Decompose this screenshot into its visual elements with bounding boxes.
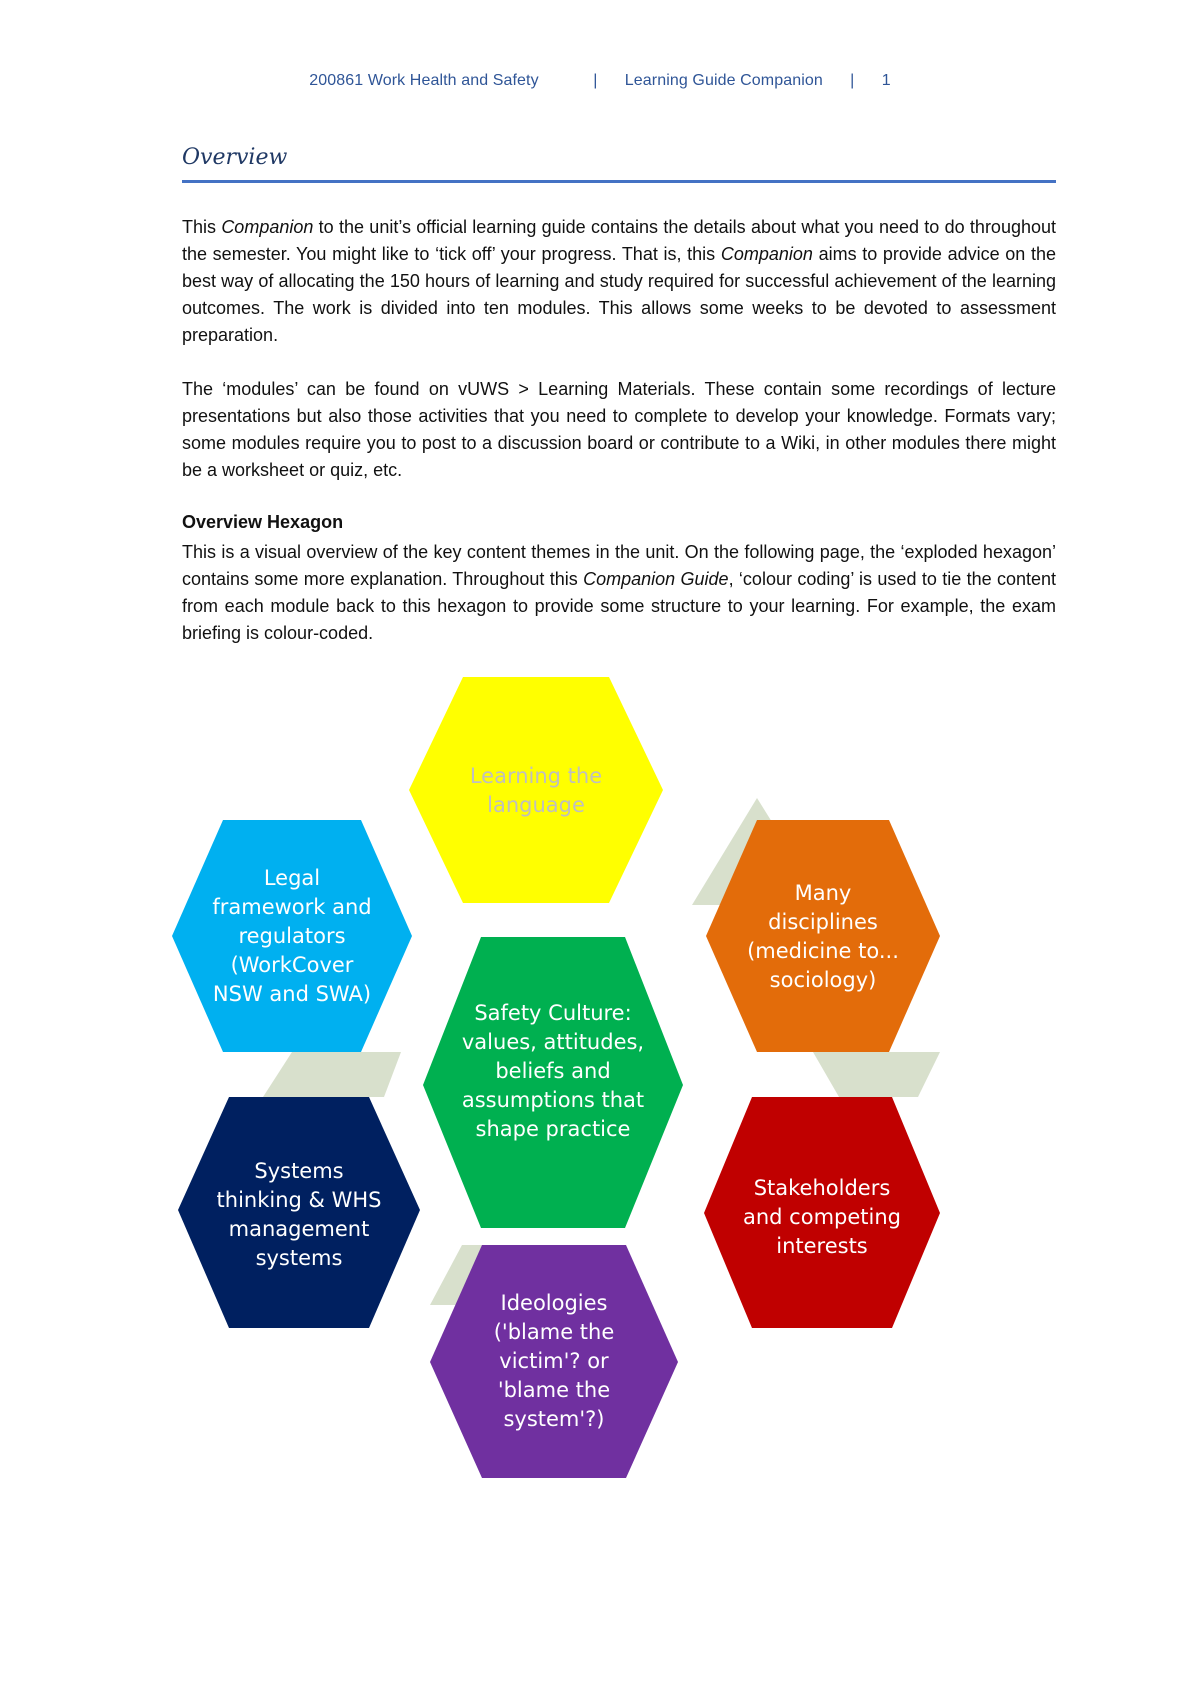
hexagon-label-line: victim'? or: [499, 1349, 609, 1373]
hexagon-systems-thinking: [178, 1097, 420, 1328]
hexagon-label-line: thinking & WHS: [216, 1188, 382, 1212]
hexagon-label-line: beliefs and: [495, 1059, 611, 1083]
hexagon-label-line: shape practice: [475, 1117, 631, 1141]
hexagon-label-line: 'blame the: [497, 1378, 611, 1402]
hexagon-label-line: regulators: [238, 924, 346, 948]
hexagon-label-line: NSW and SWA): [212, 982, 372, 1006]
hexagon-label-line: and competing: [743, 1205, 901, 1229]
course-name: 200861 Work Health and Safety: [309, 72, 539, 89]
guide-name: Learning Guide Companion: [624, 72, 823, 89]
hexagon-label-line: language: [487, 793, 585, 817]
hexagon-label-line: Learning the: [469, 764, 603, 788]
header-separator: |: [593, 72, 598, 89]
hexagon-label-line: Systems: [254, 1159, 344, 1183]
hexagon-label-line: assumptions that: [461, 1088, 645, 1112]
hexagon-label-line: Ideologies: [500, 1291, 608, 1315]
connector-left: [263, 1052, 401, 1097]
section-heading: Overview Hexagon: [182, 512, 344, 532]
connector-right: [813, 1052, 940, 1097]
hexagon-label-line: (medicine to...: [747, 939, 899, 963]
hexagon-label-line: management: [228, 1217, 370, 1241]
hexagon-label-line: sociology): [769, 968, 877, 992]
modules-paragraph: The ‘modules’ can be found on vUWS > Learning Materials. These contain some recordings of lecture presentations but also those activities that you need to complete to develop your knowledge. Formats vary; some modules require you to post to a discussion board or contribute to a Wiki, in other modules there might be a worksheet or quiz, etc.: [182, 379, 1056, 480]
intro-paragraph: This Companion to the unit’s official learning guide contains the details about what you need to do throughout the semester. You might like to ‘tick off’ your progress. That is, this Companion aims to provide advice on the best way of allocating the 150 hours of learning and study required for successful achievement of the learning outcomes. The work is divided into ten modules. This allows some weeks to be devoted to assessment preparation.: [182, 217, 1057, 345]
hexagon-paragraph: This is a visual overview of the key content themes in the unit. On the following page, the ‘exploded hexagon’ contains some more explanation. Throughout this Companion Guide, ‘colour coding’ is used to tie the content from each module back to this hexagon to provide some structure to your learning. For example, the exam briefing is colour-coded.: [182, 542, 1057, 643]
hexagon-label-line: systems: [255, 1246, 343, 1270]
hexagon-label-line: (WorkCover: [230, 953, 354, 977]
hexagon-label-line: ('blame the: [493, 1320, 615, 1344]
hexagon-label-line: interests: [776, 1234, 868, 1258]
hexagon-label: [494, 1291, 615, 1431]
hexagon-label-line: system'?): [503, 1407, 605, 1431]
hexagon-label-line: values, attitudes,: [461, 1030, 645, 1054]
hexagon-label-line: framework and: [212, 895, 372, 919]
hexagon-label-line: Legal: [263, 866, 321, 890]
page-number: 1: [881, 72, 891, 89]
page-title: Overview: [182, 145, 288, 170]
hexagon-label-line: disciplines: [768, 910, 878, 934]
hexagon-label-line: Many: [794, 881, 852, 905]
hexagon-label-line: Stakeholders: [753, 1176, 891, 1200]
hexagon-label-line: Safety Culture:: [474, 1001, 632, 1025]
header-separator: |: [850, 72, 855, 89]
hexagon-learning-language: [409, 677, 663, 903]
